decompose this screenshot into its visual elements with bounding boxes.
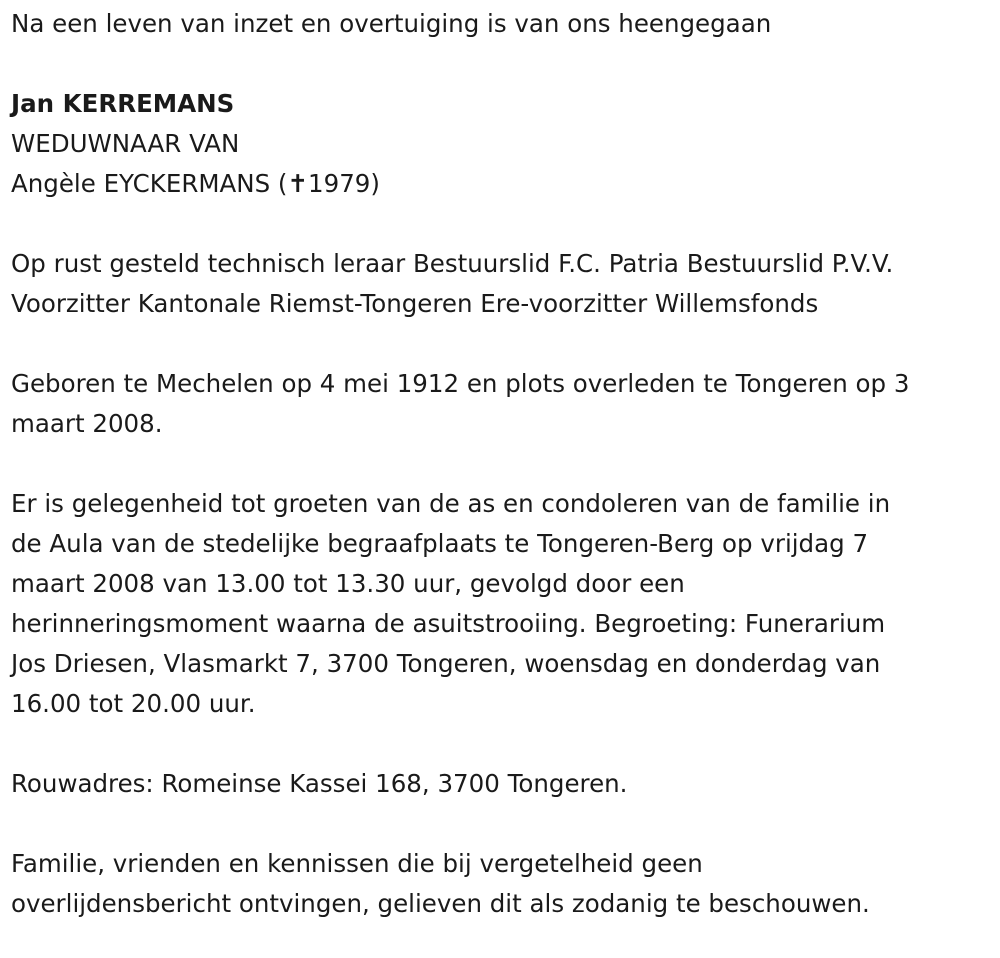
relation-text: WEDUWNAAR VAN — [11, 129, 240, 158]
spouse-line — [11, 164, 992, 204]
career-text: Op rust gesteld technisch leraar Bestuurslid F.C. Patria Bestuurslid P.V.V. Voorzitter Kantonale Riemst-Tongeren Ere-voorzitter Willemsfonds — [11, 249, 894, 318]
address-text: Rouwadres: Romeinse Kassei 168, 3700 Tongeren. — [11, 769, 628, 798]
ceremony-text: Er is gelegenheid tot groeten van de as en condoleren van de familie in de Aula van de stedelijke begraafplaats te Tongeren-Berg op vrijdag 7 maart 2008 van 13.00 tot 13.30 uur, gevolgd door een herinneringsmoment waarna de asuitstrooiing. Begroeting: Funerarium Jos Driesen, Vlasmarkt 7, 3700 Tongeren, woensdag en donderdag van 16.00 tot 20.00 uur. — [11, 489, 891, 718]
cross-icon: ✝ — [287, 169, 309, 198]
deceased-name: Jan KERREMANS — [11, 89, 235, 118]
closing-text: Familie, vrienden en kennissen die bij vergetelheid geen overlijdensbericht ontvingen, gelieven dit als zodanig te beschouwen. — [11, 849, 870, 918]
spouse-year: 1979) — [308, 169, 380, 198]
intro-text: Na een leven van inzet en overtuiging is van ons heengegaan — [11, 9, 772, 38]
birth-death-text: Geboren te Mechelen op 4 mei 1912 en plots overleden te Tongeren op 3 maart 2008. — [11, 369, 910, 438]
spouse-name: Angèle EYCKERMANS ( — [11, 169, 288, 198]
